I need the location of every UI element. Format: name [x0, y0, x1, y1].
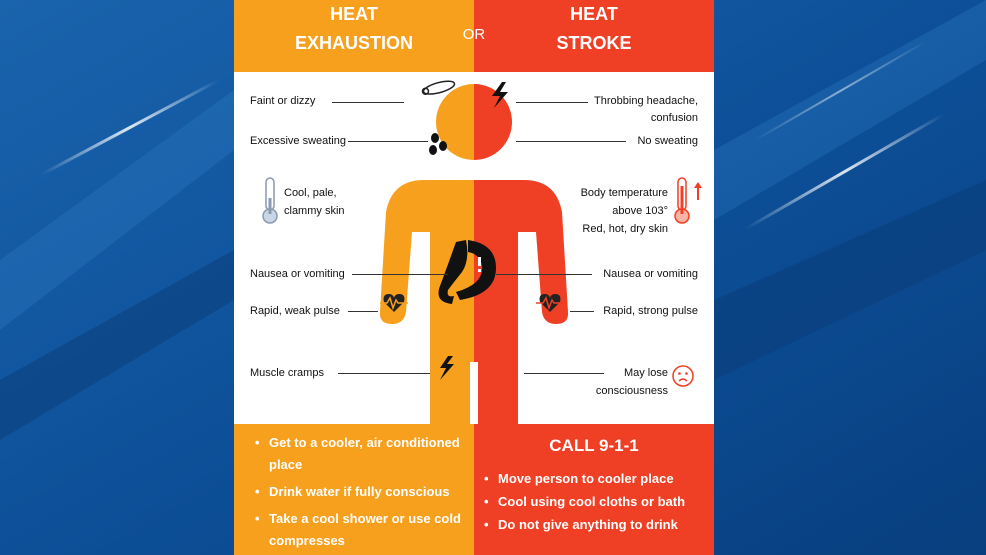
- leader-line: [348, 141, 428, 142]
- label-faint-or-dizzy: Faint or dizzy: [250, 95, 316, 107]
- label-weak-pulse: Rapid, weak pulse: [250, 305, 340, 317]
- leader-line: [348, 311, 378, 312]
- call-911-heading: CALL 9-1-1: [549, 436, 639, 455]
- heat-exhaustion-action-list: [269, 432, 469, 555]
- heat-stroke-title-line1: HEAT: [570, 4, 618, 24]
- label-red-hot-dry-skin: Red, hot, dry skin: [582, 223, 668, 235]
- label-nausea-right: Nausea or vomiting: [603, 268, 698, 280]
- leader-line: [516, 102, 588, 103]
- leader-line: [524, 373, 604, 374]
- sad-face-icon: [673, 366, 693, 386]
- heat-illness-poster: [234, 0, 714, 555]
- label-excessive-sweating: Excessive sweating: [250, 135, 346, 147]
- label-muscle-cramps: Muscle cramps: [250, 367, 324, 379]
- list-item: • Do not give anything to drink: [498, 514, 708, 536]
- symptoms-panel: [234, 72, 714, 424]
- leader-line: [516, 141, 626, 142]
- leader-line: [332, 102, 404, 103]
- heat-exhaustion-actions: [234, 424, 474, 555]
- label-confusion: confusion: [650, 112, 698, 124]
- list-item: • Get to a cooler, air conditioned place: [269, 432, 469, 476]
- label-strong-pulse: Rapid, strong pulse: [603, 305, 698, 317]
- heat-stroke-actions: [474, 424, 714, 555]
- heat-exhaustion-header: [234, 0, 474, 72]
- list-item: • Cool using cool cloths or bath: [498, 491, 708, 513]
- label-may-lose: May lose: [623, 367, 668, 379]
- label-body-temperature: Body temperature: [580, 187, 668, 199]
- leader-line: [496, 274, 592, 275]
- hot-thermometer-icon: [675, 178, 702, 223]
- label-consciousness: consciousness: [595, 385, 668, 397]
- list-item: • Drink water if fully conscious: [269, 481, 469, 503]
- leader-line: [338, 373, 430, 374]
- or-divider-text: OR: [462, 26, 486, 43]
- heat-exhaustion-title-line1: HEAT: [330, 4, 378, 24]
- heat-exhaustion-title-line2: EXHAUSTION: [294, 33, 413, 53]
- label-throbbing-headache: Throbbing headache,: [594, 95, 698, 107]
- label-cool-pale: Cool, pale,: [284, 187, 337, 199]
- heat-stroke-header: [474, 0, 714, 72]
- heat-stroke-title-line2: STROKE: [556, 33, 632, 53]
- label-clammy-skin: clammy skin: [284, 205, 345, 217]
- leader-line: [352, 274, 448, 275]
- label-nausea-left: Nausea or vomiting: [250, 268, 345, 280]
- leader-line: [570, 311, 594, 312]
- label-above-103: above 103°: [612, 205, 668, 217]
- cool-thermometer-icon: [263, 178, 277, 223]
- label-no-sweating: No sweating: [637, 135, 698, 147]
- list-item: • Take a cool shower or use cold compresses: [269, 508, 469, 552]
- list-item: • Move person to cooler place: [498, 468, 708, 490]
- heat-stroke-action-list: [498, 468, 708, 537]
